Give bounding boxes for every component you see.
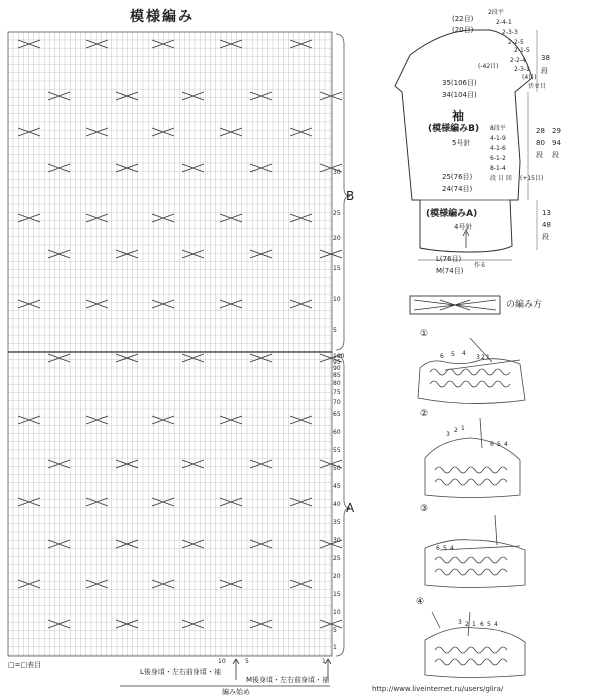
needle-a: 4号針 (454, 223, 473, 231)
step-digit: 6 (436, 545, 440, 552)
make-label: 作る (474, 262, 487, 269)
row-number: 90 (333, 365, 341, 372)
row-number: 55 (333, 447, 341, 454)
inc-block: 8段平 (490, 125, 506, 132)
row-number: 1 (333, 644, 337, 651)
row-number: 60 (333, 429, 341, 436)
row-number: 10 (333, 609, 341, 616)
rows-m: 段 (552, 151, 559, 159)
cap-side: (-42目) (478, 63, 499, 70)
row-number: 45 (333, 483, 341, 490)
step-digit: 4 (494, 621, 498, 628)
sleeve-title: 袖 (452, 109, 465, 123)
row-number: 5 (333, 327, 337, 334)
step-digit: 2 (481, 354, 485, 361)
step-digit: 3 (446, 431, 450, 438)
rows-l: 80 (536, 139, 545, 147)
legend: □=□表目 (8, 661, 42, 669)
inc-total: (+15目) (520, 175, 544, 182)
width-cuff-l: 25(76目) (442, 173, 473, 181)
step-digit: 1 (461, 425, 465, 432)
bottom-width-m: M(74目) (436, 267, 464, 275)
row-number: 35 (333, 519, 341, 526)
step-digit: 2 (465, 621, 469, 628)
step-digit: 3 (476, 354, 480, 361)
inc-block: 4-1-6 (490, 145, 506, 152)
row-number: 30 (333, 537, 341, 544)
col-number: 5 (245, 658, 249, 665)
step-number: ③ (420, 504, 429, 514)
row-number: 25 (333, 555, 341, 562)
step-digit: 5 (487, 621, 491, 628)
step-digit: 5 (443, 545, 447, 552)
col-number: 1 (322, 658, 326, 665)
step-number: ④ (416, 597, 425, 607)
needle-b: 5号針 (452, 139, 471, 147)
step-digit: 1 (486, 354, 490, 361)
l-label: L後身頃・左右前身頃・袖 (140, 668, 221, 676)
step-digit: 4 (462, 350, 466, 357)
inc-block: 4-1-9 (490, 135, 506, 142)
rows-m: 94 (552, 139, 561, 147)
row-number: 10 (333, 296, 341, 303)
step-digit: 6 (490, 441, 494, 448)
cuff-rows: 48 (542, 221, 551, 229)
step-digit: 3 (458, 619, 462, 626)
cap-decrease: 2-3-3 (502, 29, 518, 36)
cap-decrease: 2-3-1 (514, 66, 530, 73)
step-number: ② (420, 409, 429, 419)
start-label: 編み始め (222, 688, 250, 696)
row-number: 65 (333, 411, 341, 418)
top-width-l: (22目) (452, 15, 474, 23)
bottom-width-l: L(76目) (436, 255, 462, 263)
row-number: 40 (333, 501, 341, 508)
inc-block: 8-1-4 (490, 165, 506, 172)
step-digit: 2 (454, 427, 458, 434)
row-number: 20 (333, 235, 341, 242)
row-number: 85 (333, 372, 341, 379)
inc-block: 6-1-2 (490, 155, 506, 162)
top-width-m: (20目) (452, 26, 474, 34)
step-digit: 6 (440, 353, 444, 360)
step-digit: 6 (480, 621, 484, 628)
cap-decrease: 2-1-5 (514, 47, 530, 54)
row-number: 5 (333, 627, 337, 634)
cap-decrease: 2-2-4 (510, 57, 526, 64)
cuff-rows: 段 (542, 233, 549, 241)
step-digit: 5 (451, 351, 455, 358)
cuff-rows: 13 (542, 209, 551, 217)
pattern-b: (模様編みB) (428, 124, 480, 134)
step-digit: 4 (450, 545, 454, 552)
step-digit: 1 (472, 621, 476, 628)
rows-l: 28 (536, 127, 545, 135)
row-number: 50 (333, 465, 341, 472)
inc-block: 段 目 回 (490, 175, 512, 182)
watermark-url: http://www.liveinternet.ru/users/glira/ (372, 685, 504, 693)
row-number: 15 (333, 265, 341, 272)
row-number: 80 (333, 380, 341, 387)
cap-bind-label: 伏せ目 (528, 83, 547, 90)
cap-bind: (4目) (522, 74, 537, 81)
stitch-title: の編み方 (506, 300, 543, 310)
section-label-b: B (346, 189, 355, 203)
width-cuff-m: 24(74目) (442, 185, 473, 193)
cap-rows: 38 (541, 54, 550, 62)
step-digit: 4 (504, 441, 508, 448)
row-number: 20 (333, 573, 341, 580)
step-digit: 5 (497, 441, 501, 448)
step-number: ① (420, 329, 429, 339)
row-number: 30 (333, 169, 341, 176)
chart-title: 模様編み (130, 9, 194, 25)
pattern-a: (模様編みA) (426, 209, 478, 219)
col-number: 10 (218, 658, 226, 665)
row-number: 75 (333, 389, 341, 396)
cap-decrease: 2-4-1 (496, 19, 512, 26)
row-number: 70 (333, 399, 341, 406)
row-number: 100 (333, 353, 345, 360)
row-number: 15 (333, 591, 341, 598)
rows-m: 29 (552, 127, 561, 135)
row-number: 25 (333, 210, 341, 217)
width-top-l: 35(106目) (442, 79, 477, 87)
cap-decrease: 2段平 (488, 9, 504, 16)
row-number: 95 (333, 359, 341, 366)
m-label: M後身頃・左右前身頃・袖 (246, 676, 330, 684)
rows-l: 段 (536, 151, 543, 159)
width-top-m: 34(104目) (442, 91, 477, 99)
cap-decrease: 2-2-5 (508, 39, 524, 46)
cap-rows-unit: 段 (541, 67, 548, 75)
section-label-a: A (346, 501, 355, 515)
